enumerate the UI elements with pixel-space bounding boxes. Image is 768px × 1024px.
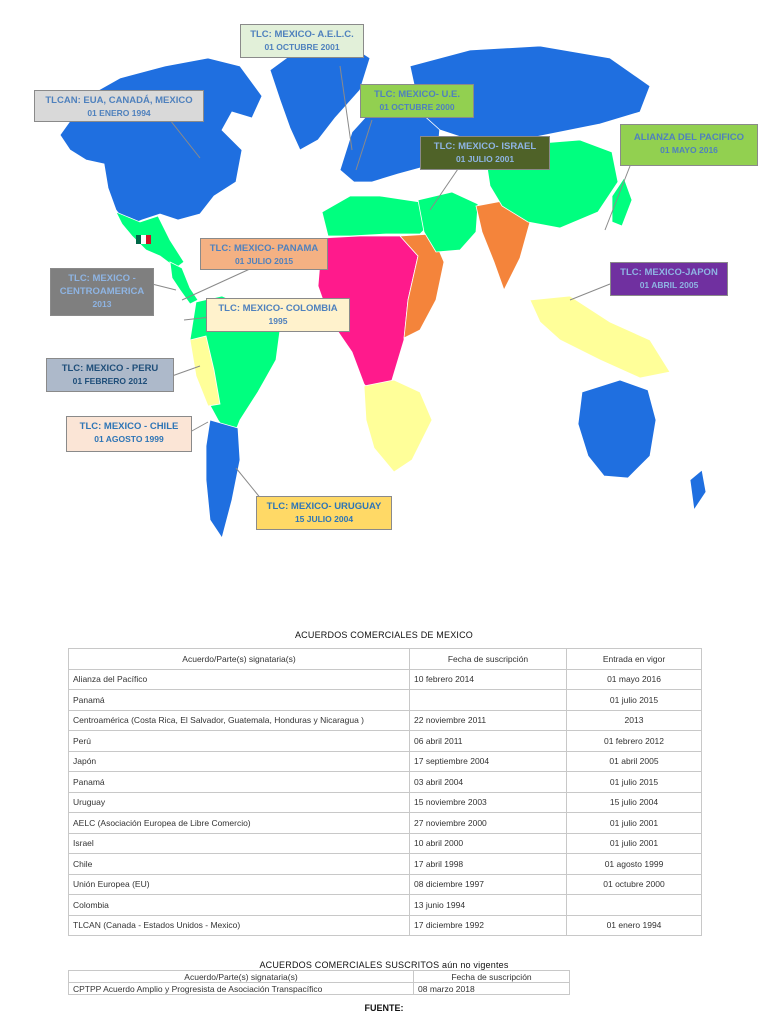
cell-agreement: TLCAN (Canada - Estados Unidos - Mexico) <box>69 915 410 936</box>
mexico-flag-icon <box>136 235 151 244</box>
cell-agreement: Chile <box>69 854 410 875</box>
cell-agreement: Israel <box>69 833 410 854</box>
table-row <box>69 669 702 690</box>
australia-shape <box>578 380 656 478</box>
southern-africa-shape <box>364 380 432 472</box>
table-row <box>69 772 702 793</box>
callout-chile-title: TLC: MEXICO - CHILE <box>79 421 179 432</box>
cell-signing-date: 17 septiembre 2004 <box>410 751 567 772</box>
callout-chile <box>66 416 192 452</box>
callout-panama-title: TLC: MEXICO- PANAMA <box>209 243 319 254</box>
table-row <box>69 895 702 916</box>
table-header-row <box>69 649 702 670</box>
cell-agreement: Panamá <box>69 690 410 711</box>
callout-colombia <box>206 298 350 332</box>
callout-centroamerica <box>50 268 154 316</box>
callout-centroamerica-title: TLC: MEXICO - CENTROAMERICA <box>59 273 145 297</box>
source-label: FUENTE: <box>364 1003 404 1013</box>
callout-colombia-title: TLC: MEXICO- COLOMBIA <box>218 303 338 314</box>
table-row <box>69 690 702 711</box>
cell-agreement: Perú <box>69 731 410 752</box>
central-america-shape <box>170 262 198 304</box>
callout-uruguay-title: TLC: MEXICO- URUGUAY <box>266 501 382 512</box>
table-row <box>69 874 702 895</box>
cell-signing-date: 08 marzo 2018 <box>414 983 570 995</box>
cell-signing-date: 10 febrero 2014 <box>410 669 567 690</box>
cell-signing-date: 17 diciembre 1992 <box>410 915 567 936</box>
table-row <box>69 833 702 854</box>
cell-entry-into-force: 15 julio 2004 <box>567 792 702 813</box>
table-row <box>69 710 702 731</box>
callout-centroamerica-date: 2013 <box>92 299 112 309</box>
cell-entry-into-force: 01 mayo 2016 <box>567 669 702 690</box>
cell-signing-date: 10 abril 2000 <box>410 833 567 854</box>
callout-tlcan <box>34 90 204 122</box>
table-row <box>69 792 702 813</box>
table-header-row <box>69 971 570 983</box>
header-agreement: Acuerdo/Parte(s) signataria(s) <box>69 649 410 670</box>
callout-aelc-title: TLC: MEXICO- A.E.L.C. <box>250 29 354 40</box>
cell-signing-date: 22 noviembre 2011 <box>410 710 567 731</box>
cell-agreement: AELC (Asociación Europea de Libre Comercio) <box>69 813 410 834</box>
cell-entry-into-force: 01 enero 1994 <box>567 915 702 936</box>
cell-signing-date: 27 noviembre 2000 <box>410 813 567 834</box>
table-row <box>69 854 702 875</box>
callout-panama-date: 01 JULIO 2015 <box>234 256 294 266</box>
callout-tlcan-title: TLCAN: EUA, CANADÁ, MEXICO <box>45 95 193 106</box>
table-row <box>69 983 570 995</box>
callout-pacifico-date: 01 MAYO 2016 <box>660 145 718 155</box>
callout-pacifico-title: ALIANZA DEL PACIFICO <box>633 132 745 143</box>
table1-title: ACUERDOS COMERCIALES DE MEXICO <box>294 630 474 640</box>
cell-agreement: Colombia <box>69 895 410 916</box>
callout-japon-title: TLC: MEXICO-JAPON <box>620 267 718 278</box>
cell-entry-into-force: 01 febrero 2012 <box>567 731 702 752</box>
cell-signing-date <box>410 690 567 711</box>
cell-entry-into-force: 01 octubre 2000 <box>567 874 702 895</box>
table-row <box>69 751 702 772</box>
table2-title: ACUERDOS COMERCIALES SUSCRITOS aún no vigentes <box>259 960 509 970</box>
cell-agreement: Uruguay <box>69 792 410 813</box>
callout-israel-title: TLC: MEXICO- ISRAEL <box>433 141 537 152</box>
callout-ue-title: TLC: MEXICO- U.E. <box>373 89 461 100</box>
new-zealand-shape <box>690 470 706 510</box>
callout-israel-date: 01 JULIO 2001 <box>455 154 515 164</box>
cell-agreement: Japón <box>69 751 410 772</box>
header-entry-into-force: Entrada en vigor <box>567 649 702 670</box>
southeast-asia-shape <box>530 296 670 378</box>
cell-agreement: Unión Europea (EU) <box>69 874 410 895</box>
callout-aelc <box>240 24 364 58</box>
cell-signing-date: 06 abril 2011 <box>410 731 567 752</box>
cell-entry-into-force <box>567 895 702 916</box>
callout-aelc-date: 01 OCTUBRE 2001 <box>264 42 340 52</box>
header-signing-date: Fecha de suscripción <box>410 649 567 670</box>
header-agreement: Acuerdo/Parte(s) signataria(s) <box>69 971 414 983</box>
cell-entry-into-force: 01 agosto 1999 <box>567 854 702 875</box>
cell-agreement: Panamá <box>69 772 410 793</box>
callout-panama <box>200 238 328 270</box>
cell-agreement: Centroamérica (Costa Rica, El Salvador, Guatemala, Honduras y Nicaragua ) <box>69 710 410 731</box>
callout-uruguay <box>256 496 392 530</box>
cell-entry-into-force: 2013 <box>567 710 702 731</box>
agreements-table <box>68 648 702 936</box>
callout-pacifico <box>620 124 758 166</box>
cell-agreement: CPTPP Acuerdo Amplio y Progresista de Asociación Transpacífico <box>69 983 414 995</box>
cell-entry-into-force: 01 julio 2015 <box>567 772 702 793</box>
callout-uruguay-date: 15 JULIO 2004 <box>294 514 354 524</box>
callout-tlcan-date: 01 ENERO 1994 <box>87 108 151 118</box>
callout-peru-title: TLC: MEXICO - PERU <box>61 363 159 374</box>
cell-entry-into-force: 01 julio 2001 <box>567 833 702 854</box>
pending-agreements-table <box>68 970 570 995</box>
cell-signing-date: 03 abril 2004 <box>410 772 567 793</box>
cell-signing-date: 15 noviembre 2003 <box>410 792 567 813</box>
table-row <box>69 915 702 936</box>
callout-ue <box>360 84 474 118</box>
north-america-shape <box>60 58 262 226</box>
callout-japon-date: 01 ABRIL 2005 <box>639 280 699 290</box>
southern-cone-shape <box>206 420 240 538</box>
header-signing-date: Fecha de suscripción <box>414 971 570 983</box>
cell-signing-date: 17 abril 1998 <box>410 854 567 875</box>
callout-peru <box>46 358 174 392</box>
cell-signing-date: 13 junio 1994 <box>410 895 567 916</box>
cell-signing-date: 08 diciembre 1997 <box>410 874 567 895</box>
callout-japon <box>610 262 728 296</box>
cell-entry-into-force: 01 julio 2015 <box>567 690 702 711</box>
cell-agreement: Alianza del Pacífico <box>69 669 410 690</box>
table-row <box>69 731 702 752</box>
callout-ue-date: 01 OCTUBRE 2000 <box>379 102 455 112</box>
cell-entry-into-force: 01 julio 2001 <box>567 813 702 834</box>
cell-entry-into-force: 01 abril 2005 <box>567 751 702 772</box>
table-row <box>69 813 702 834</box>
callout-peru-date: 01 FEBRERO 2012 <box>72 376 148 386</box>
callout-colombia-date: 1995 <box>268 316 288 326</box>
callout-chile-date: 01 AGOSTO 1999 <box>94 434 164 444</box>
callout-israel <box>420 136 550 170</box>
